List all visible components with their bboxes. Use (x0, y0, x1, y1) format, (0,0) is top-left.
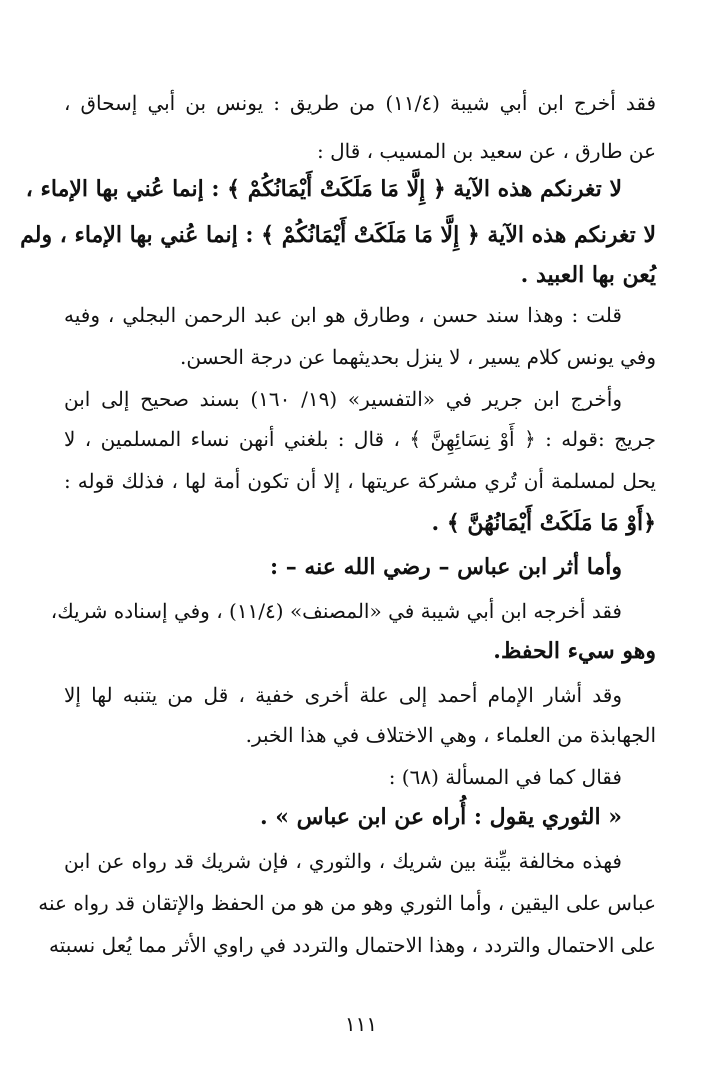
text-line-20: عباس على اليقين ، وأما الثوري وهو من هو من الحفظ والإتقان قد رواه عنه (38, 891, 656, 915)
text-line-8: وأخرج ابن جرير في «التفسير» (١٩/ ١٦٠) بسند صحيح إلى ابن (64, 387, 622, 411)
text-line-3: لا تغرنكم هذه الآية ﴿ إِلَّا مَا مَلَكَتْ أَيْمَانُكُمْ ﴾ : إنما عُني بها الإماء ، (25, 176, 622, 202)
text-line-11: ﴿أَوْ مَا مَلَكَتْ أَيْمَانُهُنَّ ﴾ . (431, 510, 656, 536)
page-number: ١١١ (344, 1012, 378, 1036)
text-line-9: جريج :قوله : ﴿ أَوْ نِسَائِهِنَّ ﴾ ، قال : بلغني أنهن نساء المسلمين ، لا (64, 427, 656, 451)
text-line-1: فقد أخرج ابن أبي شيبة (١١/٤) من طريق : يونس بن أبي إسحاق ، (64, 91, 657, 115)
text-line-21: على الاحتمال والتردد ، وهذا الاحتمال والتردد في راوي الأثر مما يُعل نسبته (49, 933, 656, 957)
text-line-7: وفي يونس كلام يسير ، لا ينزل بحديثهما عن درجة الحسن. (179, 345, 656, 369)
text-line-19: فهذه مخالفة بيِّنة بين شريك ، والثوري ، فإن شريك قد رواه عن ابن (64, 849, 622, 873)
text-line-14: وهو سيء الحفظ. (493, 638, 656, 664)
text-line-13: فقد أخرجه ابن أبي شيبة في «المصنف» (١١/٤) ، وفي إسناده شريك، (50, 599, 622, 623)
text-line-10: يحل لمسلمة أن تُري مشركة عريتها ، إلا أن تكون أمة لها ، فذلك قوله : (64, 469, 656, 493)
text-line-15: وقد أشار الإمام أحمد إلى علة أخرى خفية ، قل من يتنبه لها إلا (64, 683, 622, 707)
text-line-16: الجهابذة من العلماء ، وهي الاختلاف في هذا الخبر. (245, 723, 656, 747)
text-line-4: لا تغرنكم هذه الآية ﴿ إِلَّا مَا مَلَكَتْ أَيْمَانُكُمْ ﴾ : إنما عُني بها الإماء ، ولم (20, 222, 656, 248)
text-line-5: يُعن بها العبيد . (520, 262, 656, 288)
text-line-18: « الثوري يقول : أُراه عن ابن عباس » . (259, 804, 622, 830)
text-line-12: وأما أثر ابن عباس – رضي الله عنه – : (269, 554, 622, 580)
text-line-2: عن طارق ، عن سعيد بن المسيب ، قال : (316, 139, 656, 163)
text-line-17: فقال كما في المسألة (٦٨) : (388, 765, 622, 789)
text-line-6: قلت : وهذا سند حسن ، وطارق هو ابن عبد الرحمن البجلي ، وفيه (64, 303, 622, 327)
